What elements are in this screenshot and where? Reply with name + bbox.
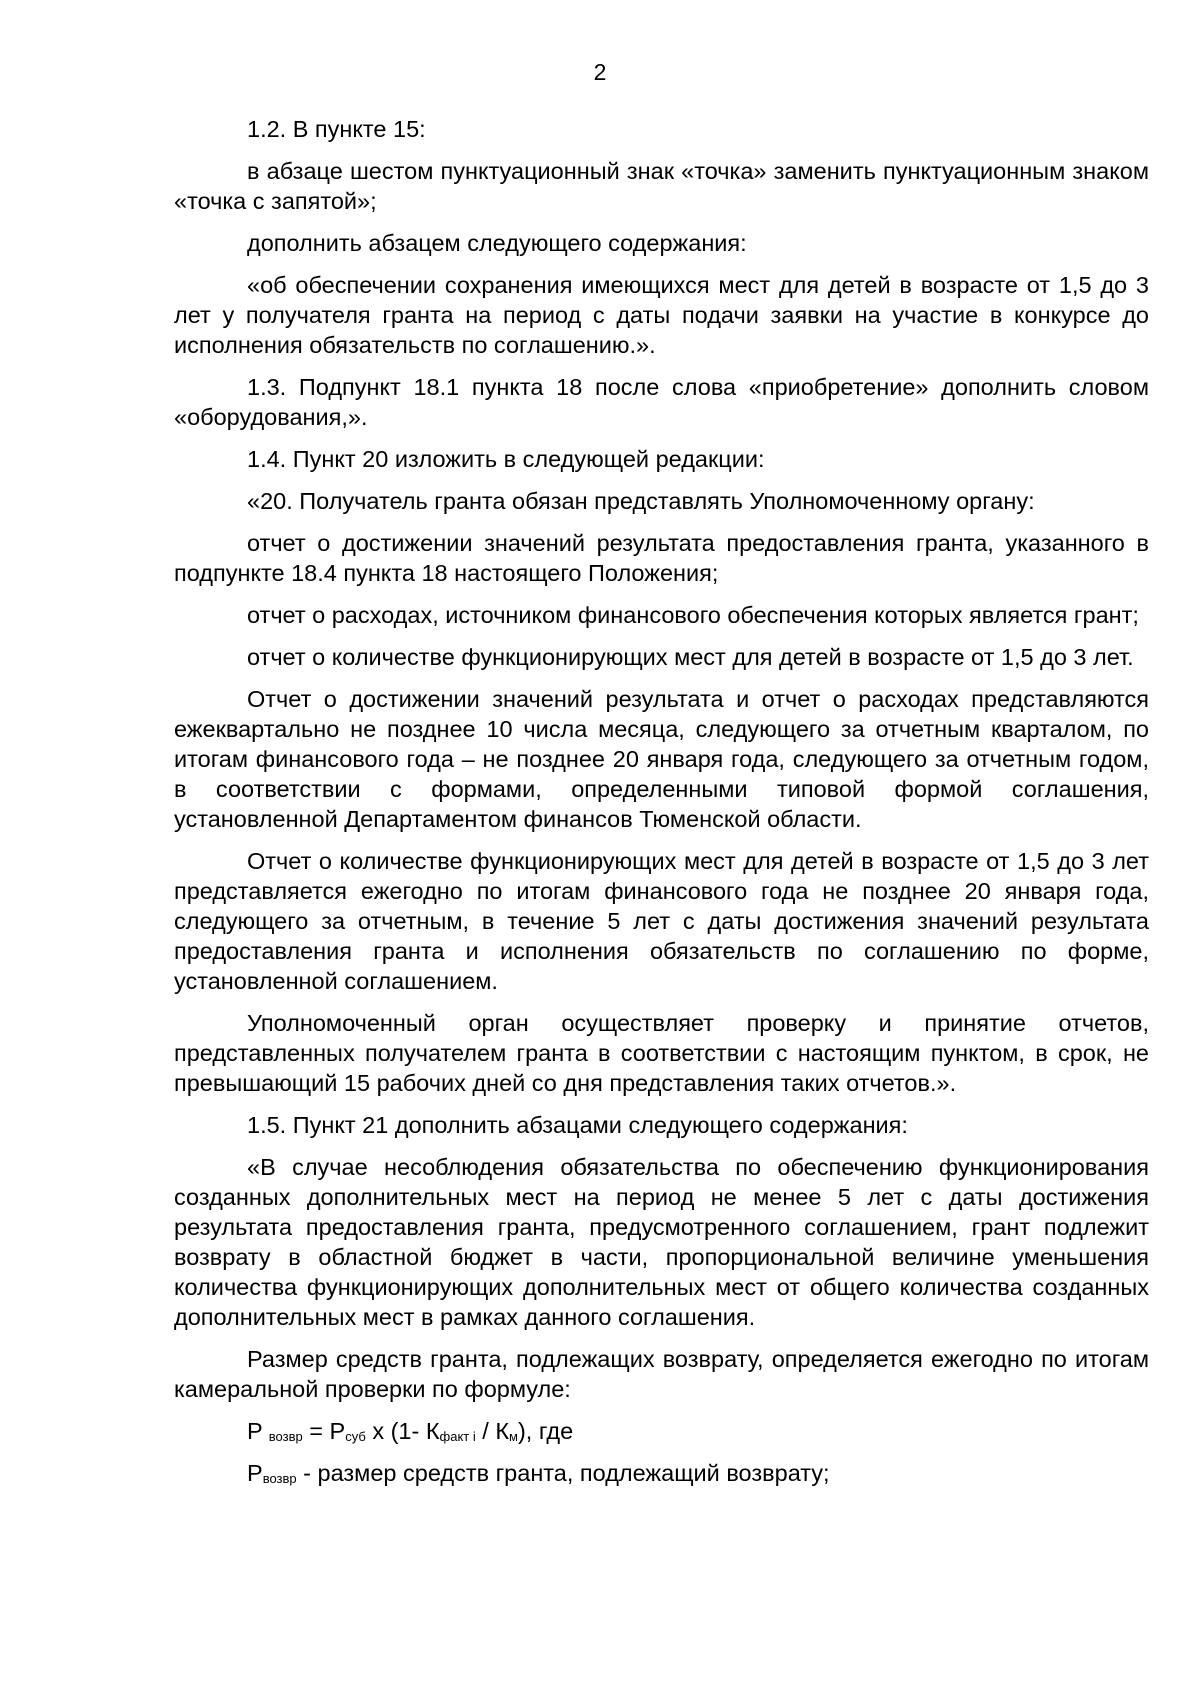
paragraph-1-4-heading: 1.4. Пункт 20 изложить в следующей редакции: xyxy=(247,446,765,472)
refund-formula: P $_{возвр} = P_{суб}$ х (1- $К_{факт i} / К_м$), где xyxy=(247,1418,574,1444)
document-body xyxy=(174,114,1149,1500)
paragraph-1-5-heading: 1.5. Пункт 21 дополнить абзацами следующего содержания: xyxy=(247,1112,908,1138)
paragraph-1-3: 1.3. Подпункт 18.1 пункта 18 после слова «приобретение» дополнить словом «оборудования,». xyxy=(174,374,1149,430)
paragraph-refund-amount: Размер средств гранта, подлежащих возврату, определяется ежегодно по итогам камеральной проверки по формуле: xyxy=(174,1346,1149,1402)
paragraph-abzac-text: «об обеспечении сохранения имеющихся мест для детей в возрасте от 1,5 до 3 лет у получателя гранта на период с даты подачи заявки на участие в конкурсе до исполнения обязательств по соглашению.». xyxy=(174,272,1149,358)
paragraph-noncompliance: «В случае несоблюдения обязательства по обеспечению функционирования созданных дополнительных мест на период не менее 5 лет с даты достижения результата предоставления гранта, предусмотренного соглашением, грант подлежит возврату в областной бюджет в части, пропорциональной величине уменьшения количества функционирующих дополнительных мест от общего количества созданных дополнительных мест в рамках данного соглашения. xyxy=(174,1154,1149,1330)
paragraph-punctuation-change: в абзаце шестом пунктуационный знак «точка» заменить пунктуационным знаком «точка с запятой»; xyxy=(174,158,1149,214)
paragraph-20-intro: «20. Получатель гранта обязан представлять Уполномоченному органу: xyxy=(247,488,1035,514)
paragraph-annual-report: Отчет о количестве функционирующих мест для детей в возрасте от 1,5 до 3 лет представляется ежегодно по итогам финансового года не позднее 20 января года, следующего за отчетным, в течение 5 лет с даты достижения значений результата предоставления гранта и исполнения обязательств по соглашению по форме, установленной соглашением. xyxy=(174,848,1149,994)
page-number: 2 xyxy=(593,59,607,85)
paragraph-verification: Уполномоченный орган осуществляет проверку и принятие отчетов, представленных получателем гранта в соответствии с настоящим пунктом, в срок, не превышающий 15 рабочих дней со дня представления таких отчетов.». xyxy=(174,1010,1149,1096)
paragraph-quarterly-reports: Отчет о достижении значений результата и отчет о расходах представляются ежеквартально не позднее 10 числа месяца, следующего за отчетным кварталом, по итогам финансового года – не позднее 20 января года, следующего за отчетным годом, в соответствии с формами, определенными типовой формой соглашения, установленной Департаментом финансов Тюменской области. xyxy=(174,686,1149,832)
paragraph-report-expenses: отчет о расходах, источником финансового обеспечения которых является грант; xyxy=(247,602,1139,628)
formula-definition-p-vozvr: $P_{возвр}$ - размер средств гранта, подлежащий возврату; xyxy=(247,1460,830,1486)
paragraph-1-2-heading: 1.2. В пункте 15: xyxy=(247,116,426,142)
paragraph-report-results: отчет о достижении значений результата предоставления гранта, указанного в подпункте 18.4 пункта 18 настоящего Положения; xyxy=(174,530,1149,586)
paragraph-add-abzac: дополнить абзацем следующего содержания: xyxy=(247,230,747,256)
paragraph-report-places: отчет о количестве функционирующих мест для детей в возрасте от 1,5 до 3 лет. xyxy=(247,644,1134,670)
